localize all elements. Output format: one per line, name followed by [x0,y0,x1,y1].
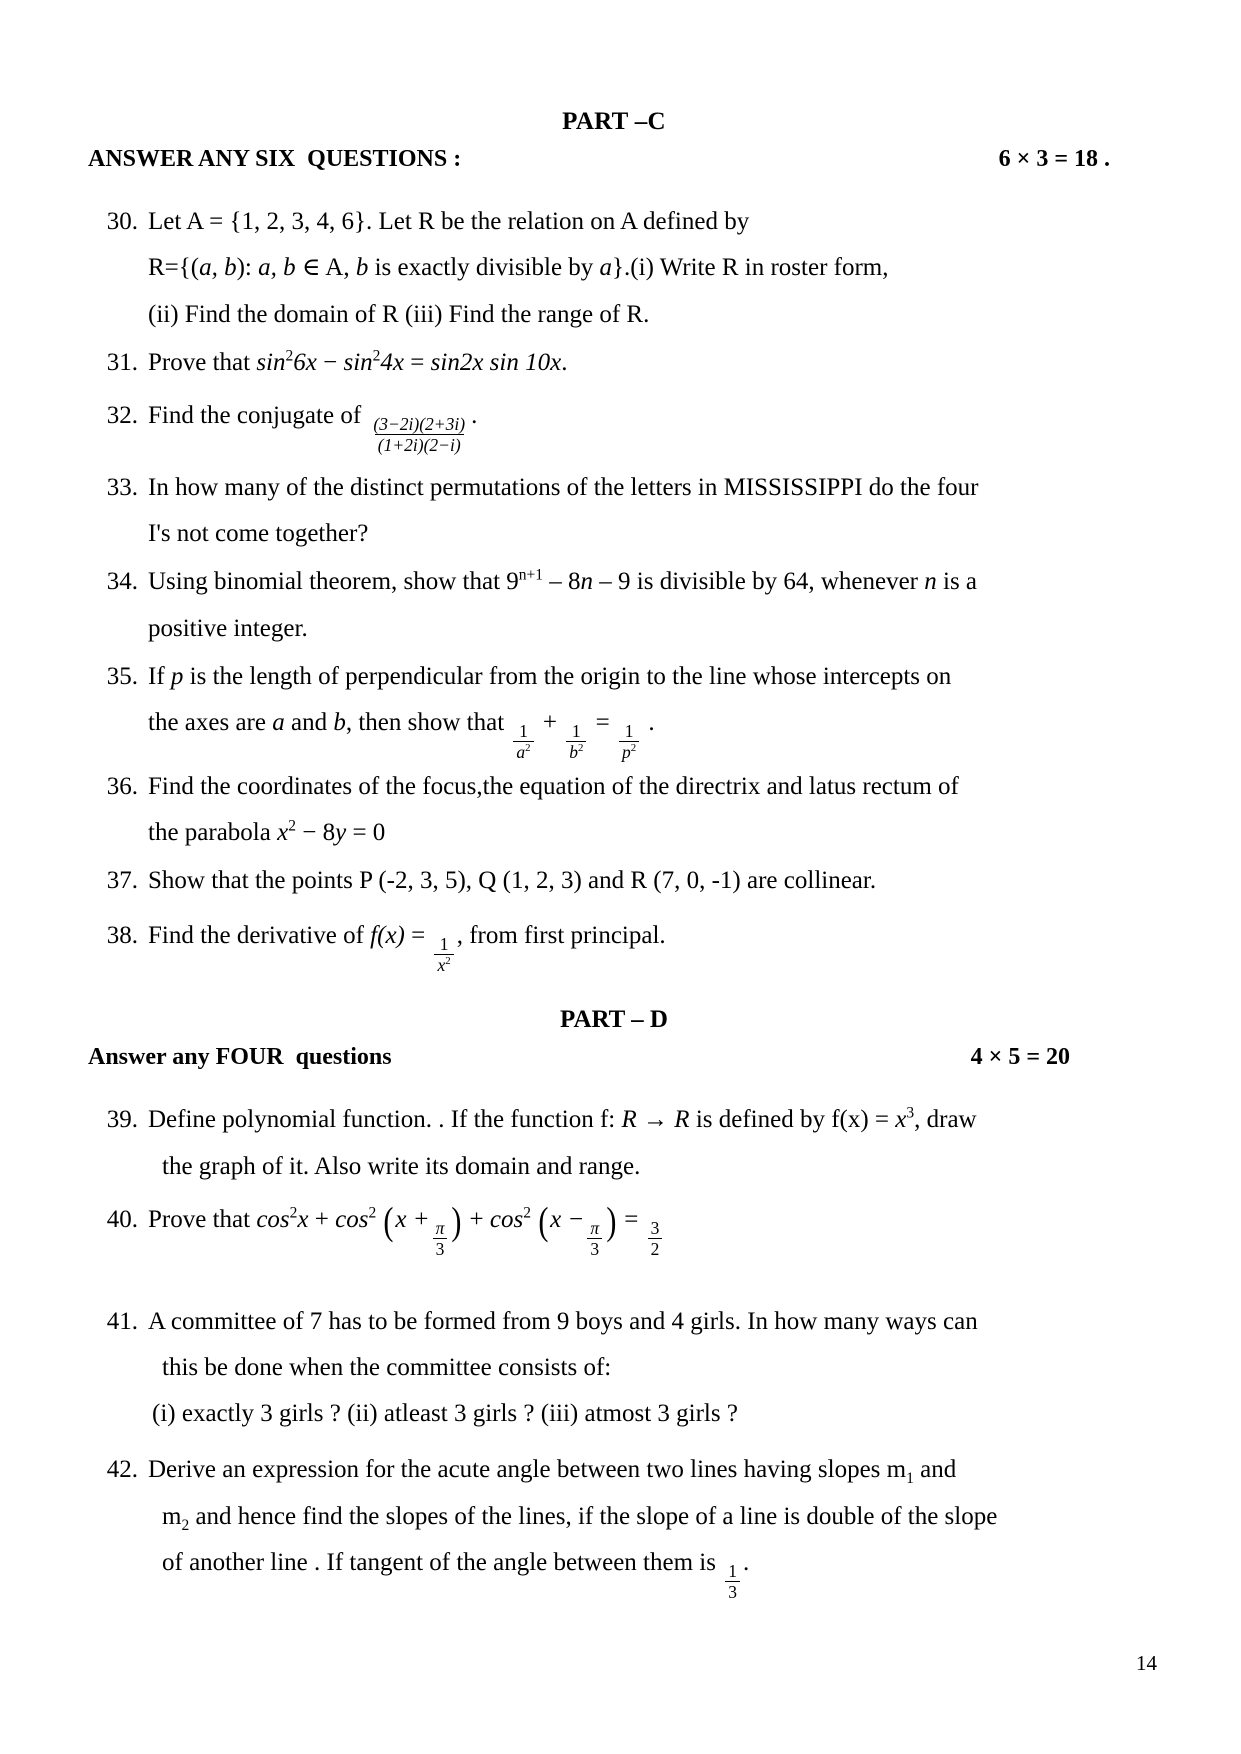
question-39-line-1: Define polynomial function. . If the function f: R → R is defined by $f(x) = x^3$, draw [148,1104,977,1134]
question-40-body [148,1200,1140,1259]
q42-sub-1: 1 [906,1470,914,1488]
q40-plus1: + [308,1205,336,1233]
q35-p: p [170,662,184,690]
question-30-line-2 [148,245,1140,291]
q40-fraction-pi3-a [433,1219,448,1259]
q32-frag-pre: Find the conjugate of [148,402,368,429]
q31-sin: sin [256,348,286,376]
question-40-number: 40. [106,1205,138,1233]
question-34 [88,559,1140,652]
q34-exponent: n+1 [518,566,544,584]
q30-frag-mid3: is exactly divisible by [368,254,600,282]
q40-three-b: 3 [587,1238,602,1258]
question-32-line-1 [148,396,1140,455]
question-35-line-1 [148,654,1140,700]
question-41-line-3: (i) exactly 3 girls ? (ii) atleast 3 girls ? (iii) atmost 3 girls ? [152,1400,738,1427]
q31-dot: . [561,348,568,376]
part-d-instruction-row [88,1044,1140,1071]
q34-n2: n [924,568,937,596]
question-31-number: 31. [106,348,138,376]
q40-frag-pre: Prove that [148,1205,257,1233]
question-33 [88,465,1140,558]
q34-frag-end: is a [936,568,978,596]
part-c-instruction: ANSWER ANY SIX QUESTIONS : [88,146,462,172]
q39-frag-l1c: , draw [914,1106,977,1134]
question-30-body [148,199,1140,338]
question-34-line-1 [148,559,1140,605]
q38-eq: = [404,921,432,949]
q38-frag-post: , from first principal. [456,921,666,949]
part-d-title: PART – D [560,1006,668,1034]
part-c-question-list [88,199,1140,974]
question-37-number: 37. [106,867,138,895]
q40-cos3: cos [489,1205,524,1233]
question-40 [88,1200,1140,1259]
q31-sin2: sin [343,348,373,376]
question-33-line-2: I's not come together? [148,520,369,547]
question-41-line-1: A committee of 7 has to be formed from 9 boys and 4 girls. In how many ways can [148,1307,978,1335]
q40-cos2: cos [335,1205,369,1233]
question-36-line-1: Find the coordinates of the focus,the equation of the directrix and latus rectum of [148,772,959,800]
question-35-body [148,654,1140,762]
part-c-instruction-row [88,146,1140,173]
part-c-title: PART –C [562,108,666,135]
q40-paren-open-2: ( [538,1199,549,1243]
q35-num-a: 1 [519,721,528,741]
question-36 [88,764,1140,857]
q35-plus: + [536,709,564,736]
question-31 [88,340,1140,386]
q40-x1: x [297,1205,309,1233]
q39-frag-l1a: Define polynomial function. . If the function f: [148,1106,622,1134]
q34-frag-mid2: – 9 is divisible by 64, whenever [593,568,925,596]
question-30 [88,199,1140,338]
question-37 [88,858,1140,904]
page-number: 14 [1136,1651,1157,1675]
question-38-body [148,913,1140,975]
q42-sub-2: 2 [181,1516,190,1534]
q30-frag-pre: R={( [148,254,200,282]
question-33-line-1: In how many of the distinct permutations of the letters in MISSISSIPPI do the four [148,473,979,501]
q42-frag-l1b: and [913,1456,957,1484]
q39-R1: R [621,1106,637,1134]
question-34-line-2: positive integer. [148,614,308,642]
question-35-number: 35. [106,662,138,690]
question-32-number: 32. [106,402,138,429]
q35-equals: = [589,709,616,736]
question-37-line-1: Show that the points P (-2, 3, 5), Q (1, 2, 3) and R (7, 0, -1) are collinear. [148,867,877,895]
q38-frag-pre: Find the derivative of [148,921,371,949]
question-39-body [148,1097,1140,1190]
question-31-line-1: Prove that $\sin^26x - \sin^24x = \sin 2x$ sin 10x. [148,347,568,376]
q42-denominator: 3 [725,1581,740,1601]
q35-fraction-p: $\frac{1}{p^2}$ [619,722,639,762]
q40-x-plus: x + [395,1205,430,1233]
q40-equals: = [618,1205,645,1233]
question-42 [88,1447,1140,1601]
q40-pi-b: π [590,1217,600,1238]
q35-fraction-b: $\frac{1}{b^2}$ [566,722,586,762]
question-39-line-2: the graph of it. Also write its domain and range. [162,1152,641,1180]
q32-denominator: (1+2i)(2−i) [375,434,464,454]
q30-frag-ab2: a, b [258,254,296,282]
q42-frag-l2b: and hence find the slopes of the lines, if the slope of a line is double of the slope [189,1502,998,1530]
question-42-line-3 [148,1540,1140,1602]
q36-frag-l2a: the parabola [148,819,278,846]
q34-frag-mid: – 8 [543,568,581,596]
q31-sin10x: sin 10x [489,348,562,376]
q42-numerator: 1 [728,1560,737,1581]
question-39-number: 39. [106,1106,138,1134]
q40-paren-close-2: ) [606,1199,617,1243]
q38-f: f [370,921,378,949]
q39-arrow: → [636,1106,675,1134]
q36-x: x [277,819,289,846]
question-30-line-3: (ii) Find the domain of R (iii) Find the range of R. [148,300,650,328]
q40-fraction-pi3-b [587,1219,602,1259]
question-38-number: 38. [106,921,138,949]
question-36-body [148,764,1140,857]
question-39 [88,1097,1140,1190]
q35-frag-pre: If [148,662,171,690]
question-32-body [148,396,1140,455]
q35-den-b: b [569,742,578,763]
q30-frag-mid: ): [236,254,259,282]
q39-x: x [895,1106,907,1134]
q42-frag-l2a: m [162,1502,182,1530]
q35-and: and [284,709,334,736]
q35-den-a: a [516,742,526,763]
q31-4x: 4x [380,348,405,376]
q31-sin2x: sin2x [430,348,484,376]
q35-frag-rest: is the length of perpendicular from the origin to the line whose intercepts on [183,662,952,690]
q35-den-p: p [621,742,631,763]
q30-frag-b: b [355,254,369,282]
q40-three-a: 3 [433,1238,448,1258]
q32-dot: . [471,402,478,429]
question-35-line-2 [148,700,1140,762]
question-34-body [148,559,1140,652]
q42-fraction [725,1562,740,1602]
q30-frag-mid2: ∈ A, [295,254,356,282]
question-42-body [148,1447,1140,1601]
q34-n: n [580,568,594,596]
q40-cos1: cos [256,1205,290,1233]
question-32 [88,396,1140,455]
question-41-body [148,1299,1140,1438]
question-37-body [148,858,1140,904]
question-41 [88,1299,1140,1438]
q40-result-num: 3 [650,1217,660,1238]
q38-denominator: x [437,954,446,975]
q40-pi-a: π [435,1217,445,1238]
spacer-before-part-d [88,976,1140,1006]
q35-frag-l2b: , then show that [345,709,511,736]
question-30-line-1: Let A = {1, 2, 3, 4, 6}. Let R be the relation on A defined by [148,208,750,235]
q38-fraction: $\frac{1}{x^2}$ [434,935,453,975]
question-34-number: 34. [106,568,138,596]
q40-paren-open-1: ( [383,1199,394,1243]
part-d-question-list [88,1097,1140,1601]
question-42-line-2 [148,1494,1140,1540]
q40-fraction-result [648,1219,663,1259]
q30-frag-a: a [599,254,613,282]
q35-b: b [333,709,346,736]
q35-dot: . [642,709,655,736]
question-38-line-1 [148,913,1140,975]
q36-eq0: = 0 [346,819,386,846]
q34-frag-pre: Using binomial theorem, show that 9 [148,568,519,596]
question-36-line-2: the parabola $x^2 - 8y = 0$ [148,817,386,846]
q36-y: y [335,819,347,846]
page-content [88,108,1140,1612]
q40-result-den: 2 [648,1238,663,1258]
part-c-marks: 6 × 3 = 18 . [998,146,1110,172]
q40-x-minus: x − [550,1205,585,1233]
q40-paren-close-1: ) [451,1199,462,1243]
q42-dot: . [742,1548,750,1576]
q35-frag-l2a: the axes are [148,709,273,736]
question-38 [88,913,1140,975]
q40-plus2: + [463,1205,490,1233]
q39-frag-l1b: is defined by f(x) = [689,1106,896,1134]
question-31-body [148,340,1140,386]
question-33-body [148,465,1140,558]
q39-R2: R [674,1106,690,1134]
q36-frag-rest: − 8 [295,819,336,846]
q42-frag-l3a: of another line . If tangent of the angle between them is [162,1548,723,1576]
q31-minus: − [316,348,344,376]
q35-a: a [272,709,285,736]
q30-frag-end: }.(i) Write R in roster form, [612,254,889,282]
question-36-number: 36. [106,772,138,800]
question-40-line-1: Prove that $\cos^2x + \cos^2 (x$ + $\frac{\pi}{3}$ ) + $\cos^2 (x$ − $\frac{\pi}{3}$ ) = $\frac{3}{2}$ [148,1200,1140,1259]
q32-fraction [370,415,468,455]
question-42-line-1 [148,1447,1140,1493]
q35-fraction-a: $\frac{1}{a^2}$ [513,722,533,762]
q35-num-b: 1 [571,721,581,741]
q38-numerator: 1 [439,933,449,954]
q42-frag-l1a: Derive an expression for the acute angle between two lines having slopes m [148,1456,907,1484]
question-33-number: 33. [106,473,138,501]
q30-frag-ab: a, b [199,254,237,282]
q31-eq: = [404,348,431,376]
q35-num-p: 1 [624,721,634,741]
question-41-number: 41. [106,1307,138,1335]
part-d-instruction: Answer any FOUR questions [88,1044,392,1071]
q31-frag-pre: Prove that [148,348,257,376]
q38-x: (x) [377,921,405,949]
question-42-number: 42. [106,1456,138,1484]
question-41-line-2: this be done when the committee consists of: [162,1353,612,1381]
q32-numerator: (3−2i)(2+3i) [373,414,466,434]
question-35 [88,654,1140,762]
part-d-marks: 4 × 5 = 20 [970,1044,1070,1071]
q31-6x: 6x [293,348,317,376]
question-30-number: 30. [106,208,138,235]
